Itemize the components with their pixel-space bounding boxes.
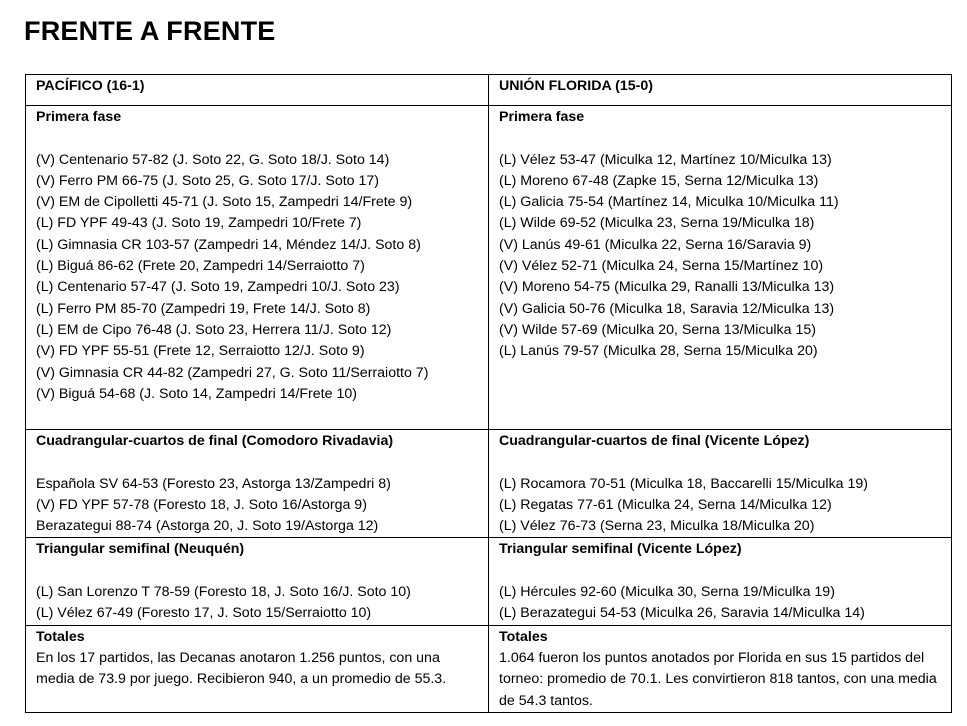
section-cell-left xyxy=(26,538,489,625)
game-result-line: (V) FD YPF 55-51 (Frete 12, Serraiotto 12/J. Soto 9) xyxy=(36,343,365,360)
game-result-line: (L) Moreno 67-48 (Zapke 15, Serna 12/Miculka 13) xyxy=(499,172,819,189)
section-cell-right xyxy=(489,106,952,430)
game-result-line: (L) Centenario 57-47 (J. Soto 19, Zampedri 10/J. Soto 23) xyxy=(36,279,400,296)
game-result-line: (V) Galicia 50-76 (Miculka 18, Saravia 12/Miculka 13) xyxy=(499,300,835,317)
game-result-line: (L) Berazategui 54-53 (Miculka 26, Saravia 14/Miculka 14) xyxy=(499,605,865,622)
team-header-row xyxy=(26,75,952,106)
game-result-line: (L) San Lorenzo T 78-59 (Foresto 18, J. Soto 16/J. Soto 10) xyxy=(36,584,411,601)
totals-cell-right xyxy=(489,625,952,712)
game-result-line: Berazategui 88-74 (Astorga 20, J. Soto 19/Astorga 12) xyxy=(36,518,379,535)
totals-text-right: 1.064 fueron los puntos anotados por Florida en sus 15 partidos del torneo: promedio de 70.1. Les convirtieron 818 tantos, con una media de 54.3 tantos. xyxy=(499,649,937,709)
section-title: Triangular semifinal (Neuquén) xyxy=(36,541,245,558)
section-title: Cuadrangular-cuartos de final (Vicente López) xyxy=(499,433,810,449)
totals-row xyxy=(26,625,952,712)
section-cell-left xyxy=(26,106,489,430)
game-result-line: (L) Vélez 76-73 (Serna 23, Miculka 18/Miculka 20) xyxy=(499,518,815,535)
game-result-line: (L) Vélez 67-49 (Foresto 17, J. Soto 15/Serraiotto 10) xyxy=(36,605,372,622)
team-right-header: UNIÓN FLORIDA (15-0) xyxy=(489,75,952,106)
game-result-line: (V) Ferro PM 66-75 (J. Soto 25, G. Soto 17/J. Soto 17) xyxy=(36,172,380,189)
game-result-line: (L) EM de Cipo 76-48 (J. Soto 23, Herrera 11/J. Soto 12) xyxy=(36,321,392,338)
section-title: Cuadrangular-cuartos de final (Comodoro Rivadavia) xyxy=(36,433,394,449)
game-result-line: (L) Vélez 53-47 (Miculka 12, Martínez 10/Miculka 13) xyxy=(499,151,832,168)
section-cell-right xyxy=(489,430,952,538)
game-result-line: (L) FD YPF 49-43 (J. Soto 19, Zampedri 10/Frete 7) xyxy=(36,215,362,232)
game-result-line: (V) Wilde 57-69 (Miculka 20, Serna 13/Miculka 15) xyxy=(499,321,816,338)
comparison-table xyxy=(25,74,952,713)
game-result-line: (V) Vélez 52-71 (Miculka 24, Serna 15/Martínez 10) xyxy=(499,258,824,275)
blank-line xyxy=(36,452,478,473)
blank-line xyxy=(499,452,941,473)
game-result-line: (V) Biguá 54-68 (J. Soto 14, Zampedri 14/Frete 10) xyxy=(36,385,357,402)
blank-line xyxy=(36,561,478,582)
game-result-line: (V) Lanús 49-61 (Miculka 22, Serna 16/Saravia 9) xyxy=(499,236,812,253)
section-title: Triangular semifinal (Vicente López) xyxy=(499,541,742,558)
game-result-line: (L) Regatas 77-61 (Miculka 24, Serna 14/Miculka 12) xyxy=(499,496,832,513)
blank-line xyxy=(499,561,941,582)
game-result-line: (L) Hércules 92-60 (Miculka 30, Serna 19/Miculka 19) xyxy=(499,584,835,601)
game-result-line: (L) Biguá 86-62 (Frete 20, Zampedri 14/Serraiotto 7) xyxy=(36,258,365,275)
section-title: Primera fase xyxy=(499,109,585,125)
section-cell-right xyxy=(489,538,952,625)
team-left-header: PACÍFICO (16-1) xyxy=(26,75,489,106)
game-result-line: (V) Gimnasia CR 44-82 (Zampedri 27, G. Soto 11/Serraiotto 7) xyxy=(36,364,429,381)
totals-title-right: Totales xyxy=(499,628,548,645)
game-result-line: (L) Rocamora 70-51 (Miculka 18, Baccarelli 15/Miculka 19) xyxy=(499,475,869,492)
blank-line xyxy=(499,128,941,149)
section-row-primera-fase xyxy=(26,106,952,430)
totals-cell-left xyxy=(26,625,489,712)
section-row-semifinal xyxy=(26,538,952,625)
game-result-line: (V) Centenario 57-82 (J. Soto 22, G. Soto 18/J. Soto 14) xyxy=(36,151,390,168)
game-result-line: (L) Ferro PM 85-70 (Zampedri 19, Frete 14/J. Soto 8) xyxy=(36,300,371,317)
section-cell-left xyxy=(26,430,489,538)
game-result-line: (L) Gimnasia CR 103-57 (Zampedri 14, Méndez 14/J. Soto 8) xyxy=(36,236,421,253)
game-result-line: (L) Wilde 69-52 (Miculka 23, Serna 19/Miculka 18) xyxy=(499,215,815,232)
game-result-line: (L) Galicia 75-54 (Martínez 14, Miculka 10/Miculka 11) xyxy=(499,194,839,211)
blank-line xyxy=(36,128,478,149)
section-title: Primera fase xyxy=(36,109,122,125)
game-result-line: (L) Lanús 79-57 (Miculka 28, Serna 15/Miculka 20) xyxy=(499,343,818,360)
document-title: FRENTE A FRENTE xyxy=(24,16,276,46)
game-result-line: Española SV 64-53 (Foresto 23, Astorga 13/Zampedri 8) xyxy=(36,475,391,492)
totals-title-left: Totales xyxy=(36,628,85,645)
game-result-line: (V) Moreno 54-75 (Miculka 29, Ranalli 13/Miculka 13) xyxy=(499,279,835,296)
game-result-line: (V) FD YPF 57-78 (Foresto 18, J. Soto 16/Astorga 9) xyxy=(36,496,367,513)
totals-text-left: En los 17 partidos, las Decanas anotaron 1.256 puntos, con una media de 73.9 por juego. Recibieron 940, a un promedio de 55.3. xyxy=(36,649,447,688)
section-row-cuartos xyxy=(26,430,952,538)
game-result-line: (V) EM de Cipolletti 45-71 (J. Soto 15, Zampedri 14/Frete 9) xyxy=(36,194,413,211)
